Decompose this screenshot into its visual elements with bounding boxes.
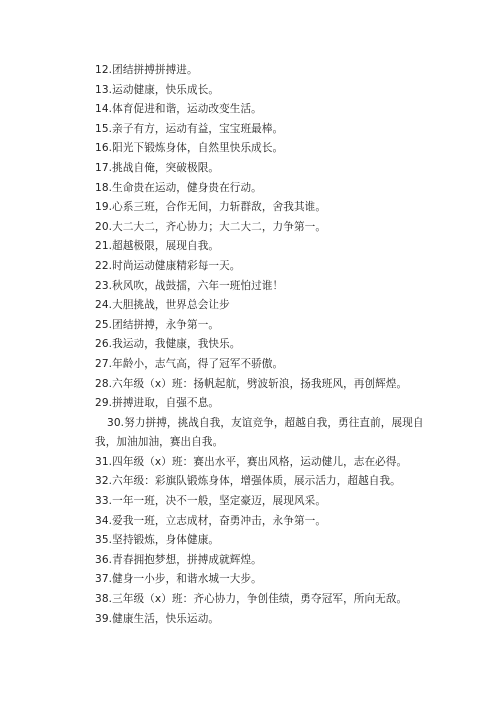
list-item: 34.爱我一班，立志成材，奋勇冲击，永争第一。 bbox=[95, 514, 327, 527]
list-item: 18.生命贵在运动，健身贵在行动。 bbox=[95, 181, 262, 194]
list-item: 15.亲子有方，运动有益，宝宝班最棒。 bbox=[95, 122, 284, 135]
list-item: 35.坚持锻炼，身体健康。 bbox=[95, 534, 220, 547]
list-item: 21.超越极限，展现自我。 bbox=[95, 240, 220, 253]
list-item: 19.心系三班，合作无间，力斩群敌，舍我其谁。 bbox=[95, 201, 327, 214]
list-item: 37.健身一小步，和谐水城一大步。 bbox=[95, 573, 262, 586]
list-item: 36.青春拥抱梦想，拼搏成就辉煌。 bbox=[95, 553, 262, 566]
list-item: 29.拼搏进取，自强不息。 bbox=[95, 397, 220, 410]
list-item: 17.挑战自俺，突破极限。 bbox=[95, 161, 220, 174]
list-item: 26.我运动，我健康，我快乐。 bbox=[95, 338, 241, 351]
list-item: 28.六年级（x）班：扬帆起航，劈波斩浪，扬我班风，再创辉煌。 bbox=[95, 377, 408, 390]
list-item: 24.大胆挑战，世界总会让步 bbox=[95, 299, 230, 312]
list-item: 20.大二大二，齐心协力；大二大二，力争第一。 bbox=[95, 220, 327, 233]
list-item: 32.六年级：彩旗队锻炼身体，增强体质，展示活力，超越自我。 bbox=[95, 475, 401, 488]
list-item: 31.四年级（x）班：赛出水平，赛出风格，运动健儿，志在必得。 bbox=[95, 455, 408, 468]
list-item: 30.努力拼搏，挑战自我，友谊竞争，超越自我，勇往直前，展现自我，加油加油，赛出自我。 bbox=[95, 416, 424, 449]
list-item: 39.健康生活，快乐运动。 bbox=[95, 612, 220, 625]
list-item: 33.一年一班，决不一般，坚定豪迈，展现风采。 bbox=[95, 495, 327, 508]
list-item: 22.时尚运动健康精彩每一天。 bbox=[95, 259, 241, 272]
list-item: 27.年龄小，志气高，得了冠军不骄傲。 bbox=[95, 357, 284, 370]
list-item: 16.阳光下锻炼身体，自然里快乐成长。 bbox=[95, 142, 284, 155]
list-item: 12.团结拼搏拼搏进。 bbox=[95, 64, 198, 76]
list-item: 14.体育促进和谐，运动改变生活。 bbox=[95, 103, 262, 116]
list-item: 38.三年级（x）班：齐心协力，争创佳绩，勇夺冠军，所向无敌。 bbox=[95, 593, 408, 606]
slogan-list bbox=[95, 61, 435, 629]
list-item: 25.团结拼搏，永争第一。 bbox=[95, 318, 220, 331]
list-item: 23.秋风吹，战鼓擂，六年一班怕过谁！ bbox=[95, 279, 284, 292]
list-item: 13.运动健康，快乐成长。 bbox=[95, 83, 220, 96]
